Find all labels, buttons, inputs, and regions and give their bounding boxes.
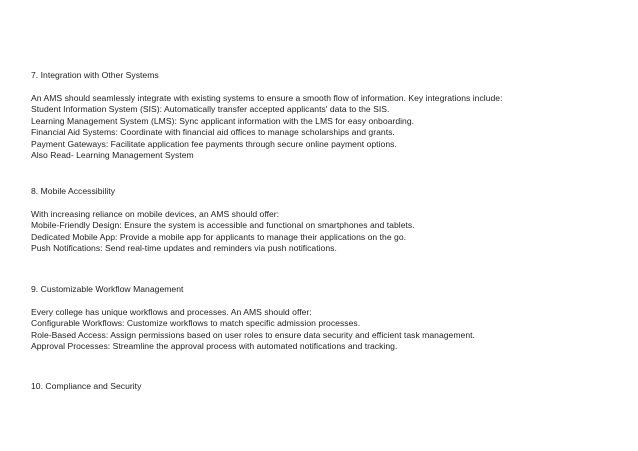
section-integration xyxy=(31,70,503,161)
section-heading: 9. Customizable Workflow Management xyxy=(31,284,184,294)
section-mobile-accessibility xyxy=(31,186,415,255)
paragraph-line: Push Notifications: Send real-time updates and reminders via push notifications. xyxy=(31,243,337,254)
section-heading: 7. Integration with Other Systems xyxy=(31,70,159,80)
paragraph-line: Approval Processes: Streamline the approval process with automated notifications and tracking. xyxy=(31,341,398,352)
section-workflow-management xyxy=(31,284,475,353)
paragraph-line: An AMS should seamlessly integrate with existing systems to ensure a smooth flow of information. Key integrations include: xyxy=(31,93,503,103)
paragraph-line: Role-Based Access: Assign permissions based on user roles to ensure data security and efficient task management. xyxy=(31,329,475,340)
paragraph-line: With increasing reliance on mobile devices, an AMS should offer: xyxy=(31,209,280,219)
paragraph-line: Student Information System (SIS): Automatically transfer accepted applicants' data to the SIS. xyxy=(31,104,390,115)
section-heading: 8. Mobile Accessibility xyxy=(31,186,116,196)
paragraph-line: Every college has unique workflows and processes. An AMS should offer: xyxy=(31,307,312,317)
paragraph-line: Learning Management System (LMS): Sync applicant information with the LMS for easy onboarding. xyxy=(31,115,415,126)
paragraph-line: Payment Gateways: Facilitate application fee payments through secure online payment options. xyxy=(31,138,397,149)
section-heading: 10. Compliance and Security xyxy=(31,381,142,391)
paragraph-line: Financial Aid Systems: Coordinate with financial aid offices to manage scholarships and grants. xyxy=(31,127,395,138)
paragraph-line: Mobile-Friendly Design: Ensure the system is accessible and functional on smartphones and tablets. xyxy=(31,220,415,231)
paragraph-line: Dedicated Mobile App: Provide a mobile app for applicants to manage their applications on the go. xyxy=(31,231,407,242)
paragraph-line: Configurable Workflows: Customize workflows to match specific admission processes. xyxy=(31,318,361,329)
paragraph-line: Also Read- Learning Management System xyxy=(31,150,194,161)
section-compliance-security xyxy=(31,381,141,404)
